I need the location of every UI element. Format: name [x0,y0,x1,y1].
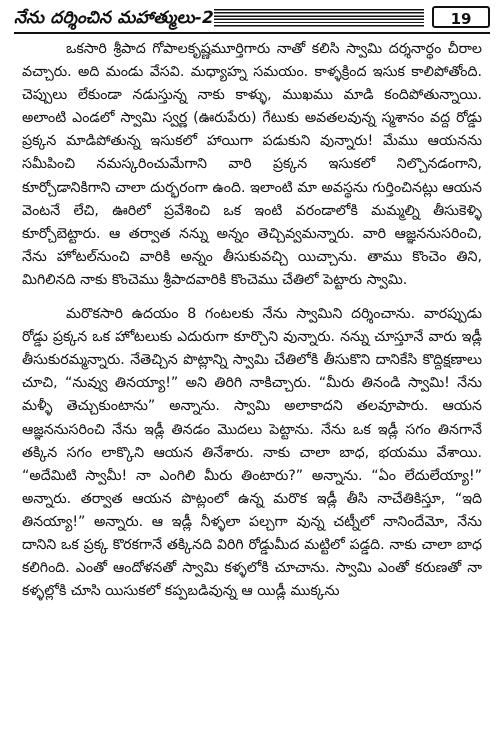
running-title: నేను దర్శించిన మహాత్ములు-2 [14,8,215,28]
page-number: 19 [432,6,490,28]
paragraph-2: మరొకసారి ఉదయం 8 గంటలకు నేను స్వామిని దర్శించాను. వారప్పుడు రోడ్డు ప్రక్కన ఒక హోటలుకు ఎదురుగా కూర్చొని వున్నారు. నన్ను చూస్తూనే వారు ఇడ్లీ తీసుకురమ్మన్నారు. నేతెచ్చిన పొట్లాన్ని స్వామి చేతిలోకి తీసుకొని దానికేసి కొద్దిక్షణాలు చూచి, “నువ్వు తినయ్యా!” అని తిరిగి నాకిచ్చారు. “మీరు తినండి స్వామి! నేను మళ్ళీ తెచ్చుకుంటాను” అన్నాను. స్వామి అలాకాదని తలవూపారు. ఆయన ఆజ్ఞననుసరించి నేను ఇడ్లీ తినడం మొదలు పెట్టాను. నేను ఒక ఇడ్లీ సగం తినగానే తక్కిన సగం లాక్కొని ఆయన తినేశారు. నాకు చాలా బాధ, భయము వేశాయి. “అదేమిటి స్వామీ! నా ఎంగిలి మీరు తింటారు?” అన్నాను. “ఏం లేదులేయ్యా!” అన్నారు. తర్వాత ఆయన పొట్లంలో ఉన్న మరొక ఇడ్లీ తీసి నాచేతికిస్తూ, “ఇది తినయ్యా!” అన్నారు. ఆ ఇడ్లీ నీళ్ళలా పల్చగా వున్న చట్నీలో నానిందేమో, నేను దానిని ఒక ప్రక్క కొరకగానే తక్కినది విరిగి రోడ్డుమీద మట్టిలో పడ్డది. నాకు చాలా బాధ కలిగింది. ఎంతో ఆందోళనతో స్వామి కళ్ళలోకి చూచాను. స్వామి ఎంతో కరుణతో నా కళ్ళల్లోకి చూసి యిసుకలో కప్పబడివున్న ఆ యిడ్లీ ముక్కను [22,306,482,600]
header-divider [14,32,490,34]
paragraph-1: ఒకసారి శ్రీపాద గోపాలకృష్ణమూర్తిగారు నాతో కలిసి స్వామి దర్శనార్థం చీరాల వచ్చారు. అది మండు వేసవి. మధ్యాహ్న సమయం. కాళ్ళక్రింద ఇసుక కాలిపోతోంది. చెప్పులు లేకుండా నడుస్తున్న నాకు కాళ్ళు, ముఖము మాడి కందిపోతున్నాయి. అలాంటి ఎండలో స్వామి స్వర్ణ (ఊరుపేరు) గేటుకు అవతలవున్న స్మశానం వద్ద రోడ్డు ప్రక్కన మాడిపోతున్న ఇసుకలో హాయిగా పడుకుని వున్నారు! మేము ఆయనను సమీపించి నమస్కరించుమేగాని వారి ప్రక్కన ఇసుకలో నిల్చొనడంగాని, కూర్చోడానికిగాని చాలా దుర్భరంగా ఉంది. ఇలాంటి మా అవస్థను గుర్తించినట్లు ఆయన వెంటనే లేచి, ఊరిలో ప్రవేశించి ఒక ఇంటి వరండాలోకి మమ్మల్ని తీసుకెళ్ళి కూర్చోబెట్టారు. ఆ తర్వాత నన్ను అన్నం తెచ్చివ్వమన్నారు. వారి ఆజ్ఞననుసరించి, నేను హోటల్‌నుంచి వారికి అన్నం తీసుకువచ్చి యిచ్చాను. తాము కొంచెం తిని, మిగిలినది నాకు కొంచెము శ్రీపాదవారికి కొంచెము చేతిలో పెట్టారు స్వామి. [22,41,482,288]
page-header [14,4,490,32]
body-text [22,38,482,603]
decorative-rule-lines [214,9,424,27]
